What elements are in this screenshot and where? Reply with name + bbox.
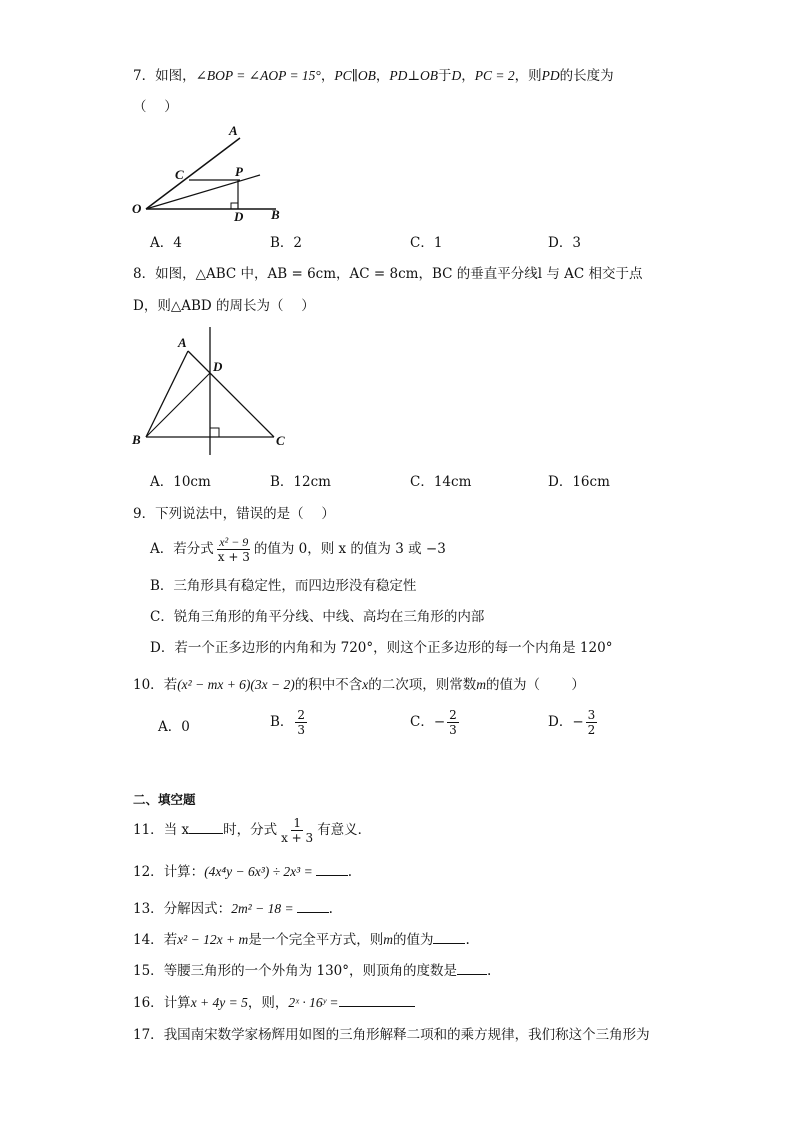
q10-c-den: 3 [449,723,457,737]
q7-math-pd: PD [541,68,560,83]
q16-expr2: 2ˣ · 16ʸ = [288,995,339,1010]
q13-end: . [328,901,333,917]
q7-math-perp: PD⊥OB [389,68,439,83]
q10-d-den: 2 [587,723,596,737]
q10-option-c-fraction [447,708,459,737]
q7-label-a: A [229,123,238,138]
q7-sep2: ， [375,68,390,84]
q7-figure [128,120,298,225]
q9-frac-den: x + 3 [217,550,250,564]
q14-text-c: 的值为 [392,932,434,948]
q14-number: 14． [133,932,164,948]
q7-label-b: B [271,207,280,222]
q8-right-angle [210,428,219,437]
q7-math-parallel: PC∥OB [334,68,376,83]
q12-text-a: 计算： [163,864,205,880]
q7-option-a[interactable]: A．4 [150,235,182,251]
q9-option-b[interactable]: B．三角形具有稳定性，而四边形没有稳定性 [150,578,417,594]
q8-option-b[interactable]: B．12cm [270,474,331,490]
q13-answer-blank[interactable] [297,900,329,913]
q7-label-o: O [132,201,142,216]
q7-math-pc: PC = 2 [474,68,515,83]
q12-answer-blank[interactable] [316,863,348,876]
q9-option-a[interactable] [150,535,446,564]
q10-stem [133,676,585,694]
q16-number: 16． [133,995,164,1011]
q17-number: 17． [133,1027,164,1043]
q7-ray-oa [146,138,240,209]
q8-label-b: B [132,432,141,447]
q7-number: 7． [133,68,156,84]
q15-answer-blank[interactable] [457,962,487,975]
q11-text-a: 当 x [163,822,190,838]
q9-number: 9． [133,506,156,522]
q10-var-m: m [476,677,487,692]
q7-label-c: C [175,167,184,182]
q8-label-c: C [276,433,285,448]
q16-expr: x + 4y = 5 [190,995,248,1010]
q8-seg-bd [146,373,210,437]
q10-option-b-fraction [295,708,307,737]
q13-number: 13． [133,901,164,917]
q8-side-ac [188,351,274,437]
q7-math-angles: ∠BOP = ∠AOP = 15° [195,68,321,83]
q9-option-c[interactable]: C．锐角三角形的角平分线、中线、高均在三角形的内部 [150,609,485,625]
q11-frac-num: 1 [293,816,301,830]
q7-sep3: ， [461,68,475,84]
q7-text-a: 如图， [155,68,196,84]
q10-var-x: x [362,677,369,692]
q7-sep1: ， [320,68,335,84]
q13-text-a: 分解因式： [163,901,232,917]
q12-end: . [347,864,352,880]
q16-stem [133,994,415,1012]
q10-option-d-label: D．− [548,714,584,730]
q8-number: 8． [133,266,156,282]
q10-c-num: 2 [449,708,457,722]
q9-option-d[interactable]: D．若一个正多边形的内角和为 720°，则这个正多边形的每一个内角是 120° [150,640,613,656]
q12-expr: (4x⁴y − 6x³) ÷ 2x³ = [204,864,313,879]
q9-stem-text: 下列说法中，错误的是（ ） [155,506,335,522]
q8-option-c[interactable]: C．14cm [410,474,472,490]
q10-d-num: 3 [587,708,596,722]
q14-text-b: 是一个完全平方式，则 [248,932,384,948]
q14-var: m [383,932,393,947]
q9-stem [133,505,335,523]
q14-expr: x² − 12x + m [177,932,249,947]
q13-expr: 2m² − 18 = [231,901,294,916]
q10-option-c-label: C．− [410,714,446,730]
q10-b-den: 3 [297,723,306,737]
q15-stem [133,962,491,980]
q7-label-d: D [234,209,244,224]
q16-answer-blank[interactable] [339,994,415,1007]
q10-text-d: 的值为（ ） [486,677,585,693]
q10-option-c[interactable] [410,708,461,737]
q10-option-b[interactable] [270,708,309,737]
q8-option-d[interactable]: D．16cm [548,474,610,490]
q12-stem [133,863,352,881]
q11-text-b: 时，分式 [223,822,278,838]
q16-text-a: 计算 [163,995,191,1011]
section-2-title: 二、填空题 [133,792,196,807]
q9-option-a-post: 的值为 0，则 x 的值为 3 或 −3 [253,541,446,557]
q7-paren: （ ） [133,99,178,115]
q11-number: 11． [133,822,164,838]
q8-label-d: D [213,359,223,374]
q16-text-b: ，则， [247,995,289,1011]
q15-end: . [487,963,492,979]
q11-text-c: 有意义． [317,822,372,838]
q10-option-d-fraction [586,708,598,737]
q14-text-a: 若 [163,932,178,948]
q11-frac-den: x + 3 [281,831,314,845]
q8-option-a[interactable]: A．10cm [150,474,211,490]
q11-fraction [279,816,315,845]
q8-stem-line2: D，则△ABD 的周长为（ ） [133,298,315,314]
q8-stem-line1 [133,265,643,283]
q7-text-c: ，则 [514,68,542,84]
q9-frac-num: x² − 9 [219,535,249,549]
q7-stem [133,67,614,85]
q11-stem [133,815,371,845]
q10-text-c: 的二次项，则常数 [368,677,477,693]
q7-text-d: 的长度为 [559,68,614,84]
q7-math-d: D [451,68,462,83]
q15-text: 等腰三角形的一个外角为 130°，则顶角的度数是 [163,963,457,979]
q14-answer-blank[interactable] [433,931,465,944]
q17-text: 我国南宋数学家杨辉用如图的三角形解释二项和的乘方规律，我们称这个三角形为 [163,1027,650,1043]
q7-option-d[interactable]: D．3 [548,235,581,251]
q13-stem [133,900,333,918]
q12-number: 12． [133,864,164,880]
q14-end: . [465,932,470,948]
q7-option-c[interactable]: C．1 [410,235,443,251]
q10-expr: (x² − mx + 6)(3x − 2) [177,677,295,692]
q8-line1: 如图，△ABC 中，AB = 6cm，AC = 8cm，BC 的垂直平分线l 与 AC 相交于点 [155,266,643,282]
q10-option-b-label: B． [270,714,294,730]
q9-option-a-fraction [216,535,252,564]
q11-answer-blank[interactable] [189,821,223,834]
q10-text-b: 的积中不含 [294,677,363,693]
q7-option-b[interactable]: B．2 [270,235,303,251]
q14-stem [133,931,470,949]
q8-figure [128,325,298,460]
q10-option-d[interactable] [548,708,599,737]
q17-stem [133,1026,650,1044]
q10-b-num: 2 [297,708,306,722]
q15-number: 15． [133,963,164,979]
q9-option-a-pre: A．若分式 [150,541,214,557]
q8-side-ab [146,351,188,437]
q8-label-a: A [178,335,187,350]
q10-text-a: 若 [163,677,178,693]
q7-text-b: 于 [438,68,452,84]
q10-option-a[interactable]: A．0 [158,719,190,735]
q7-label-p: P [235,164,243,179]
q10-number: 10． [133,677,164,693]
